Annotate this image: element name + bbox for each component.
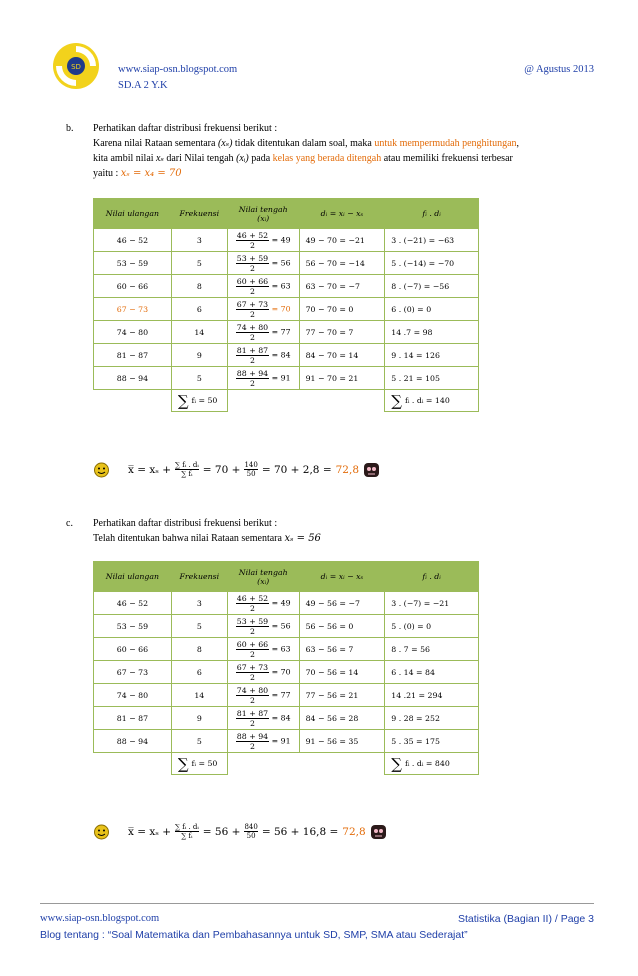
cell-frekuensi: 9 [171,707,227,730]
frequency-table-b [93,198,479,412]
emoticon-icon [370,824,387,840]
cell-fidi: 9 . 28 = 252 [385,707,479,730]
cell-interval: 88 − 94 [94,730,172,753]
cell-nilai-tengah: $\frac{67 + 73}{2}$ = 70 [227,298,299,321]
header-school: SD.A 2 Y.K [118,80,168,91]
header-di: dᵢ = xᵢ − xₛ [299,199,385,229]
cell-interval: 67 − 73 [94,661,172,684]
cell-fidi: 14 .7 = 98 [385,321,479,344]
smiley-icon [93,462,110,478]
footer-url[interactable]: www.siap-osn.blogspot.com [40,913,160,924]
formula-c: x̅ = xₛ + $\frac{\text{∑ fᵢ . dᵢ}}{\text{∑ fᵢ}}$ = 56 + $\frac{840}{50}$ = 56 + 16,8 = 72,8 [93,823,387,840]
header-frekuensi: Frekuensi [171,199,227,229]
frequency-table-c [93,561,479,775]
cell-nilai-tengah: $\frac{74 + 80}{2}$ = 77 [227,684,299,707]
cell-di: 84 − 70 = 14 [299,344,385,367]
section-b-text [66,121,603,181]
cell-nilai-tengah: $\frac{74 + 80}{2}$ = 77 [227,321,299,344]
cell-interval: 53 − 59 [94,252,172,275]
section-b-line2: Karena nilai Rataan sementara (xₛ) tidak ditentukan dalam soal, maka untuk mempermudah penghitungan, [93,138,520,149]
cell-interval: 88 − 94 [94,367,172,390]
cell-fidi: 5 . 21 = 105 [385,367,479,390]
section-c-marker: c. [66,518,73,529]
section-c-line2: Telah ditentukan bahwa nilai Rataan sementara xₛ = 56 [93,533,321,544]
cell-di: 91 − 70 = 21 [299,367,385,390]
header-nilai-tengah: Nilai tengah (xᵢ) [227,199,299,229]
header-fidi: fᵢ . dᵢ [385,562,479,592]
cell-frekuensi: 5 [171,730,227,753]
cell-fidi: 5 . 35 = 175 [385,730,479,753]
table-row [94,592,479,615]
section-b-line1: Perhatikan daftar distribusi frekuensi berikut : [93,123,278,134]
cell-fidi: 6 . 14 = 84 [385,661,479,684]
cell-nilai-tengah: $\frac{88 + 94}{2}$ = 91 [227,730,299,753]
cell-fidi: 14 .21 = 294 [385,684,479,707]
table-row [94,730,479,753]
cell-interval: 81 − 87 [94,707,172,730]
cell-di: 91 − 56 = 35 [299,730,385,753]
cell-di: 49 − 56 = −7 [299,592,385,615]
sum-frekuensi: ∑ fᵢ = 50 [171,390,227,412]
cell-frekuensi: 6 [171,298,227,321]
cell-di: 70 − 70 = 0 [299,298,385,321]
cell-fidi: 5 . (−14) = −70 [385,252,479,275]
cell-di: 49 − 70 = −21 [299,229,385,252]
header-nilai-ulangan: Nilai ulangan [94,199,172,229]
footer-page-info: Statistika (Bagian II) / Page 3 [458,913,594,925]
formula-b: x̅ = xₛ + $\frac{\text{∑ fᵢ . dᵢ}}{\text{∑ fᵢ}}$ = 70 + $\frac{140}{50}$ = 70 + 2,8 = 72,8 [93,461,380,478]
cell-frekuensi: 14 [171,321,227,344]
cell-fidi: 3 . (−21) = −63 [385,229,479,252]
header-url[interactable]: www.siap-osn.blogspot.com [118,64,238,75]
cell-frekuensi: 14 [171,684,227,707]
cell-interval: 74 − 80 [94,684,172,707]
cell-fidi: 8 . (−7) = −56 [385,275,479,298]
header-nilai-tengah: Nilai tengah (xᵢ) [227,562,299,592]
section-b-marker: b. [66,123,74,134]
cell-interval: 60 − 66 [94,638,172,661]
cell-nilai-tengah: $\frac{53 + 59}{2}$ = 56 [227,252,299,275]
cell-frekuensi: 5 [171,367,227,390]
table-row [94,321,479,344]
cell-frekuensi: 9 [171,344,227,367]
sum-fidi: ∑ fᵢ . dᵢ = 140 [385,390,479,412]
cell-frekuensi: 5 [171,615,227,638]
table-row [94,252,479,275]
sum-fidi: ∑ fᵢ . dᵢ = 840 [385,753,479,775]
table-row [94,298,479,321]
cell-frekuensi: 3 [171,592,227,615]
cell-interval: 74 − 80 [94,321,172,344]
footer-divider [40,903,594,904]
cell-interval: 46 − 52 [94,229,172,252]
cell-frekuensi: 6 [171,661,227,684]
cell-di: 63 − 70 = −7 [299,275,385,298]
cell-di: 56 − 56 = 0 [299,615,385,638]
cell-interval: 81 − 87 [94,344,172,367]
cell-fidi: 8 . 7 = 56 [385,638,479,661]
header-fidi: fᵢ . dᵢ [385,199,479,229]
section-b-line4: yaitu : xₛ = x₄ = 70 [93,168,182,179]
cell-di: 70 − 56 = 14 [299,661,385,684]
table-row [94,367,479,390]
cell-fidi: 3 . (−7) = −21 [385,592,479,615]
cell-frekuensi: 3 [171,229,227,252]
cell-nilai-tengah: $\frac{46 + 52}{2}$ = 49 [227,592,299,615]
header-date: @ Agustus 2013 [524,64,594,75]
cell-nilai-tengah: $\frac{46 + 52}{2}$ = 49 [227,229,299,252]
section-b-line3: kita ambil nilai xₛ dari Nilai tengah (xᵢ) pada kelas yang berada ditengah atau memiliki frekuensi terbesar [93,153,513,164]
header-di: dᵢ = xᵢ − xₛ [299,562,385,592]
cell-nilai-tengah: $\frac{88 + 94}{2}$ = 91 [227,367,299,390]
cell-fidi: 5 . (0) = 0 [385,615,479,638]
cell-nilai-tengah: $\frac{67 + 73}{2}$ = 70 [227,661,299,684]
cell-di: 56 − 70 = −14 [299,252,385,275]
cell-fidi: 6 . (0) = 0 [385,298,479,321]
smiley-icon [93,824,110,840]
cell-nilai-tengah: $\frac{60 + 66}{2}$ = 63 [227,275,299,298]
header-frekuensi: Frekuensi [171,562,227,592]
cell-interval: 60 − 66 [94,275,172,298]
cell-di: 77 − 70 = 7 [299,321,385,344]
cell-di: 77 − 56 = 21 [299,684,385,707]
cell-interval: 46 − 52 [94,592,172,615]
table-row [94,275,479,298]
cell-fidi: 9 . 14 = 126 [385,344,479,367]
sum-frekuensi: ∑ fᵢ = 50 [171,753,227,775]
table-row [94,661,479,684]
cell-nilai-tengah: $\frac{81 + 87}{2}$ = 84 [227,344,299,367]
table-row [94,638,479,661]
table-row [94,229,479,252]
cell-nilai-tengah: $\frac{60 + 66}{2}$ = 63 [227,638,299,661]
section-c-text [66,516,603,546]
logo-text: SD [71,63,81,71]
cell-frekuensi: 8 [171,638,227,661]
table-row [94,615,479,638]
table-row [94,344,479,367]
cell-frekuensi: 5 [171,252,227,275]
cell-interval: 53 − 59 [94,615,172,638]
table-row [94,707,479,730]
cell-di: 63 − 56 = 7 [299,638,385,661]
cell-nilai-tengah: $\frac{81 + 87}{2}$ = 84 [227,707,299,730]
cell-nilai-tengah: $\frac{53 + 59}{2}$ = 56 [227,615,299,638]
school-logo [52,42,100,90]
footer-blog-tagline: Blog tentang : “Soal Matematika dan Pembahasannya untuk SD, SMP, SMA atau Sederajat” [40,929,468,941]
cell-interval: 67 − 73 [94,298,172,321]
emoticon-icon [363,462,380,478]
table-row [94,684,479,707]
cell-di: 84 − 56 = 28 [299,707,385,730]
section-c-line1: Perhatikan daftar distribusi frekuensi berikut : [93,518,278,529]
header-nilai-ulangan: Nilai ulangan [94,562,172,592]
cell-frekuensi: 8 [171,275,227,298]
